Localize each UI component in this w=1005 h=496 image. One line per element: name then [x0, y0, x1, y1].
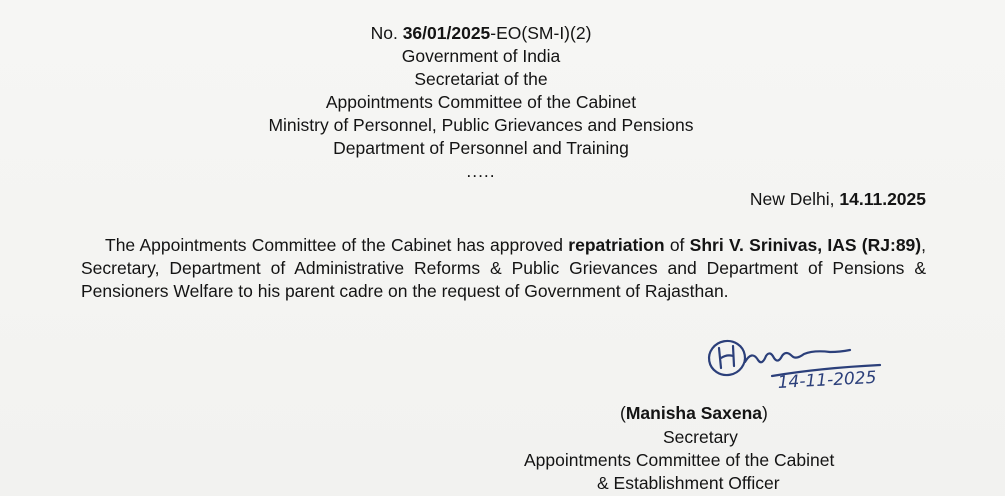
header-ministry: Ministry of Personnel, Public Grievances and Pensions — [268, 115, 694, 135]
signatory-name — [620, 402, 768, 424]
issue-date: 14.11.2025 — [839, 189, 926, 209]
header-government: Government of India — [401, 46, 561, 66]
body-repatriation: repatriation — [568, 235, 665, 255]
signatory-name-open: ( — [620, 403, 626, 423]
signatory-designation: Secretary — [663, 427, 738, 447]
header-department: Department of Personnel and Training — [333, 138, 629, 158]
order-body-paragraph — [81, 234, 926, 303]
body-text-3: , Secretary, Department of Administrative Reforms & Public Grievances and Department of Pensions & Pensioners Welfare to his parent cadre on the request of Government of Rajasthan. — [81, 235, 926, 301]
body-officer-name: Shri V. Srinivas, IAS (RJ:89) — [689, 235, 922, 255]
signatory-name-close: ) — [762, 403, 768, 423]
signatory-committee: Appointments Committee of the Cabinet — [524, 450, 835, 470]
header-committee: Appointments Committee of the Cabinet — [325, 92, 637, 112]
signatory-name-text: Manisha Saxena — [625, 403, 762, 423]
header-separator: ..... — [466, 161, 496, 181]
place: New Delhi, — [749, 189, 840, 209]
body-text-2: of — [664, 235, 690, 255]
ref-prefix: No. — [370, 23, 403, 43]
body-text-1: The Appointments Committee of the Cabinet has approved — [105, 235, 569, 255]
header-secretariat: Secretariat of the — [414, 69, 548, 89]
place-and-date — [750, 188, 926, 210]
order-reference-number — [0, 22, 962, 44]
handwritten-signature — [700, 332, 940, 394]
ref-suffix: -EO(SM-I)(2) — [490, 23, 592, 43]
signatory-office: & Establishment Officer — [597, 473, 780, 493]
ref-number: 36/01/2025 — [402, 23, 491, 43]
handwritten-date: 14-11-2025 — [777, 367, 877, 393]
